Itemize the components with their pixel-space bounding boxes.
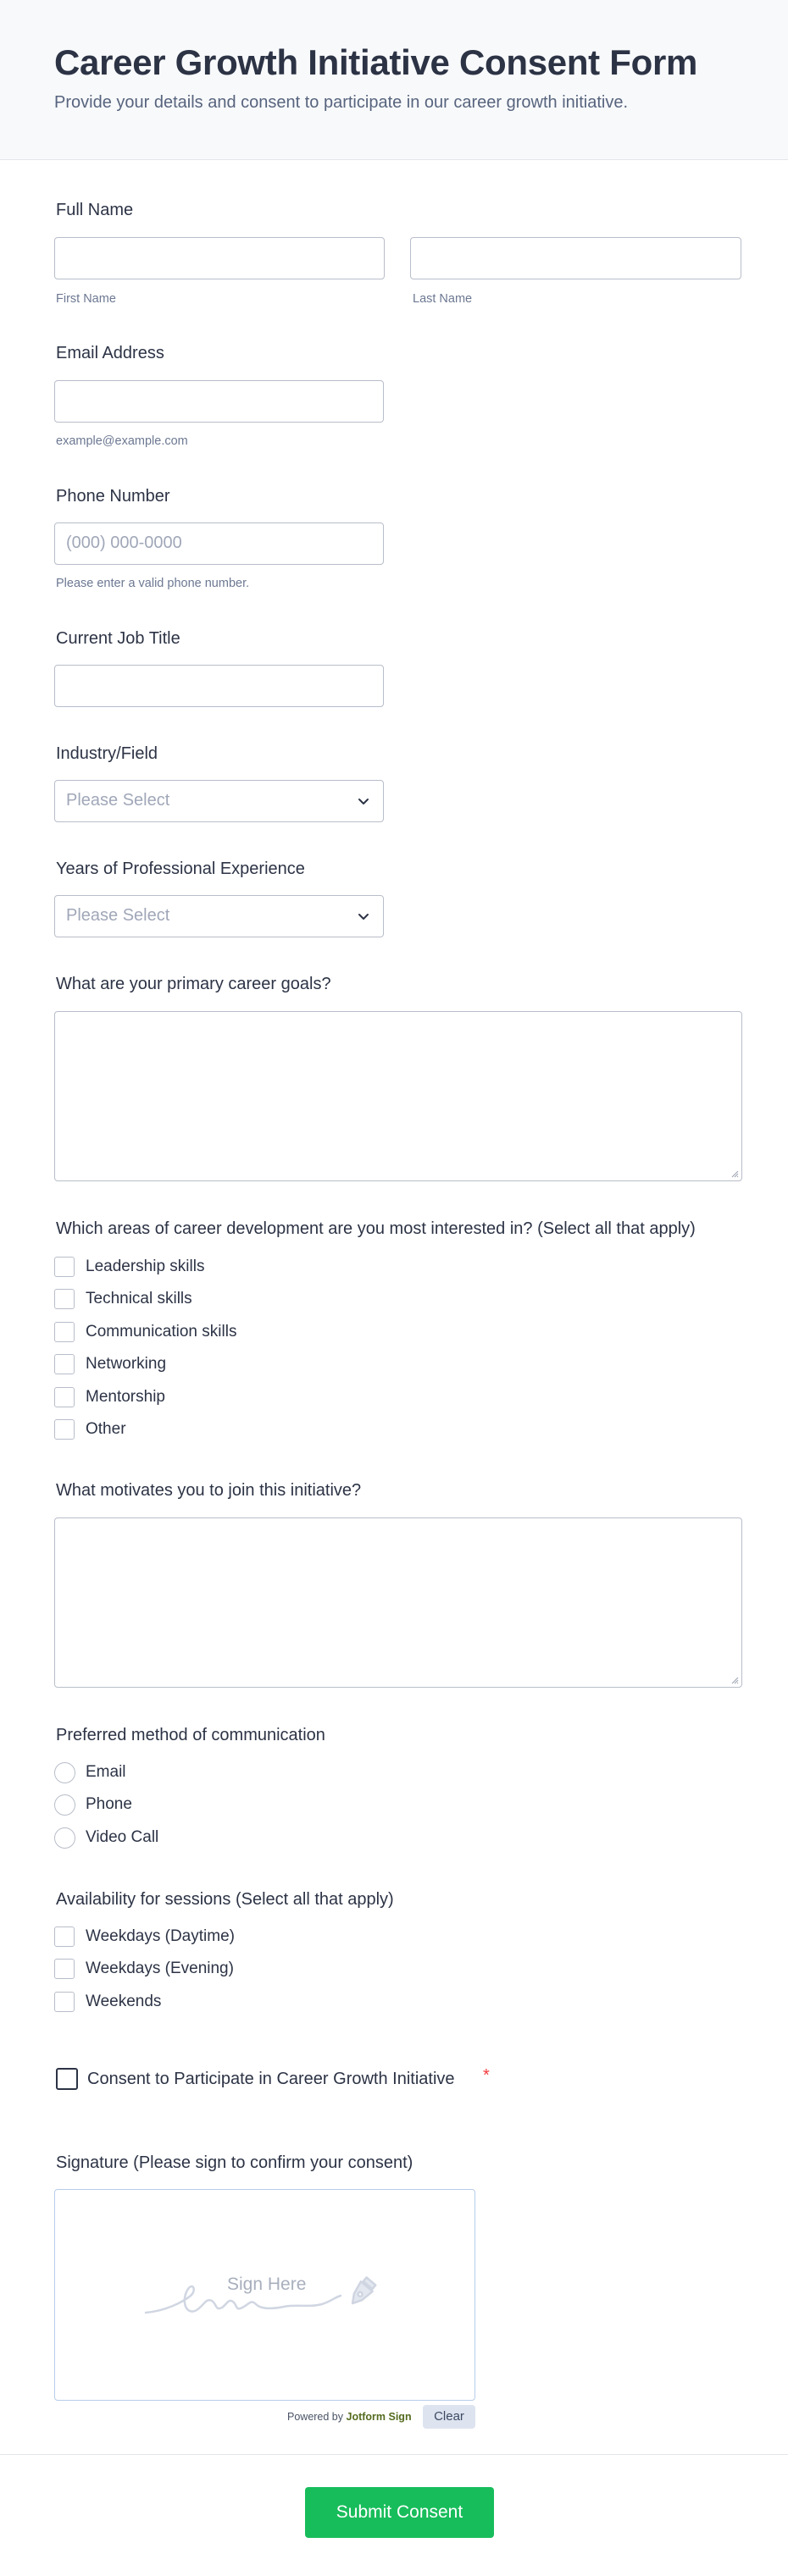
radio-button[interactable]: [54, 1794, 75, 1816]
industry-selected: Please Select: [66, 791, 170, 810]
clear-signature-button[interactable]: Clear: [423, 2405, 475, 2429]
signature-hint: Sign Here: [227, 2275, 307, 2294]
job-title-label: Current Job Title: [56, 629, 180, 648]
resize-grip-icon[interactable]: [730, 1169, 739, 1178]
industry-select[interactable]: [54, 780, 384, 822]
pen-nib-icon: [341, 2273, 382, 2312]
powered-by: Powered by Jotform Sign: [287, 2411, 412, 2423]
industry-label: Industry/Field: [56, 744, 158, 763]
phone-field[interactable]: [54, 522, 384, 565]
communication-label: Preferred method of communication: [56, 1726, 325, 1744]
checkbox[interactable]: [54, 1959, 75, 1979]
checkbox[interactable]: [54, 1926, 75, 1947]
last-name-sublabel: Last Name: [413, 292, 473, 306]
career-goals-textarea[interactable]: [54, 1011, 742, 1181]
chevron-down-icon: [356, 793, 371, 809]
checkbox[interactable]: [54, 1354, 75, 1374]
motivation-label: What motivates you to join this initiative?: [56, 1481, 362, 1500]
form-subtitle: Provide your details and consent to participate in our career growth initiative.: [54, 93, 629, 112]
last-name-input[interactable]: [410, 237, 741, 279]
experience-select[interactable]: [54, 895, 384, 937]
experience-label: Years of Professional Experience: [56, 860, 305, 878]
chevron-down-icon: [356, 909, 371, 924]
availability-label: Availability for sessions (Select all that apply): [56, 1890, 394, 1909]
radio-button[interactable]: [54, 1827, 75, 1849]
radio-button[interactable]: [54, 1762, 75, 1783]
submit-button[interactable]: Submit Consent: [305, 2487, 494, 2538]
consent-label: Consent to Participate in Career Growth Initiative: [87, 2070, 455, 2088]
required-asterisk: *: [483, 2066, 490, 2085]
experience-selected: Please Select: [66, 906, 170, 925]
career-goals-label: What are your primary career goals?: [56, 975, 331, 993]
first-name-input[interactable]: [54, 237, 385, 279]
checkbox[interactable]: [54, 1289, 75, 1309]
resize-grip-icon[interactable]: [730, 1676, 739, 1684]
first-name-sublabel: First Name: [56, 292, 116, 306]
checkbox[interactable]: [54, 1322, 75, 1342]
email-sublabel: example@example.com: [56, 434, 188, 448]
email-label: Email Address: [56, 344, 164, 362]
jotform-sign-brand: Jotform Sign: [346, 2411, 412, 2423]
email-field[interactable]: [54, 380, 384, 423]
form-title: Career Growth Initiative Consent Form: [54, 42, 698, 82]
checkbox[interactable]: [54, 1419, 75, 1440]
checkbox[interactable]: [54, 1387, 75, 1407]
full-name-label: Full Name: [56, 201, 134, 219]
phone-placeholder: (000) 000-0000: [66, 533, 182, 552]
consent-checkbox[interactable]: [56, 2068, 78, 2090]
form-header: [0, 0, 788, 160]
signature-label: Signature (Please sign to confirm your consent): [56, 2153, 413, 2172]
phone-sublabel: Please enter a valid phone number.: [56, 577, 250, 590]
signature-pad[interactable]: [54, 2189, 475, 2401]
phone-label: Phone Number: [56, 487, 170, 506]
motivation-textarea[interactable]: [54, 1517, 742, 1688]
development-areas-label: Which areas of career development are you most interested in? (Select all that apply): [56, 1219, 696, 1238]
checkbox[interactable]: [54, 1992, 75, 2012]
job-title-field[interactable]: [54, 665, 384, 707]
checkbox[interactable]: [54, 1257, 75, 1277]
